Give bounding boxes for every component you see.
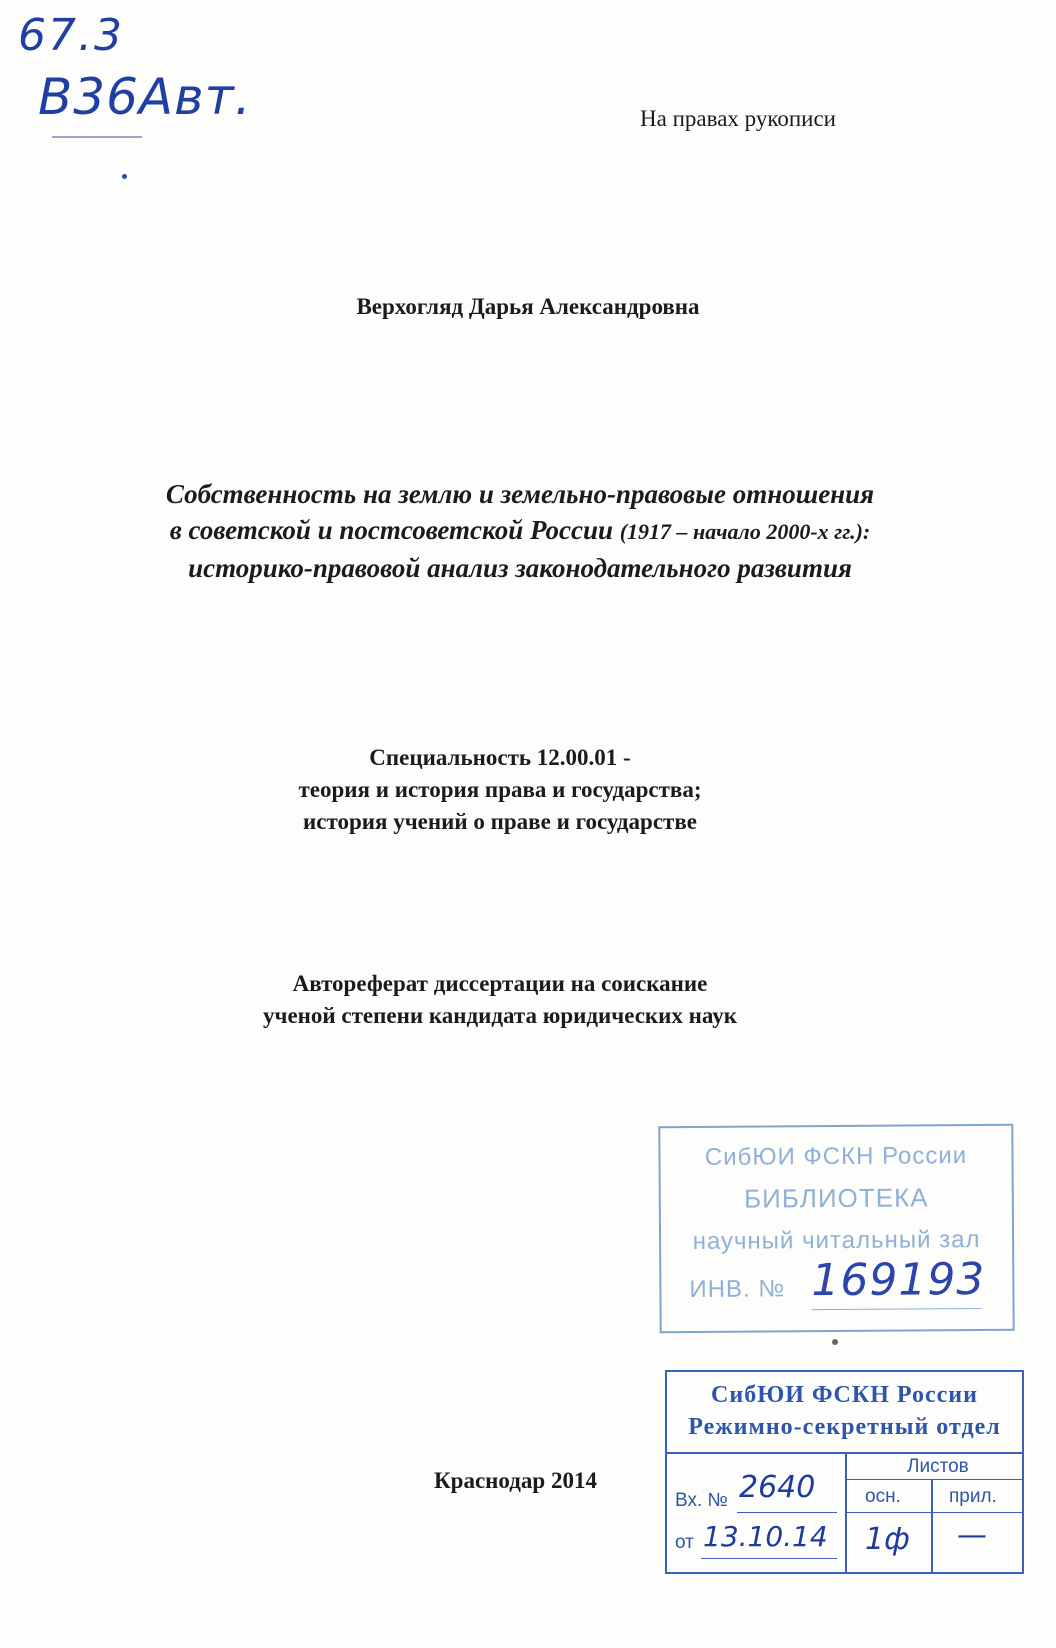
secret-dept-stamp	[665, 1370, 1024, 1574]
abstract-line1: Автореферат диссертации на соискание	[292, 971, 708, 996]
abstract-line2: ученой степени кандидата юридических наук	[262, 1003, 738, 1028]
secret-stamp-dept: Режимно-секретный отдел	[688, 1414, 1001, 1440]
secret-stamp-appendix-label: прил.	[949, 1486, 997, 1507]
secret-stamp-incoming-label: Вх. №	[675, 1490, 728, 1511]
shelfmark-underline	[52, 136, 142, 138]
secret-stamp-org: СибЮИ ФСКН России	[711, 1382, 978, 1408]
secret-stamp-main-label: осн.	[865, 1486, 901, 1507]
secret-stamp-sheets-rule	[845, 1479, 1022, 1480]
shelfmark-line1: 67.3	[18, 10, 124, 61]
library-stamp-hall: научный читальный зал	[692, 1225, 981, 1256]
secret-stamp-appendix-value: —	[957, 1518, 987, 1553]
title-line2	[70, 512, 970, 550]
city-year: Краснодар 2014	[434, 1468, 597, 1493]
secret-stamp-incoming-number: 2640	[739, 1470, 816, 1505]
title-line3: историко-правовой анализ законодательного развития	[188, 553, 852, 583]
secret-stamp-incoming-underline	[737, 1512, 837, 1513]
author-name: Верхогляд Дарья Александровна	[356, 294, 700, 319]
rights-note: На правах рукописи	[640, 106, 836, 131]
secret-stamp-subheader-rule	[845, 1512, 1022, 1513]
library-stamp-org: СибЮИ ФСКН России	[704, 1142, 968, 1171]
shelfmark-line2: В36Авт.	[38, 68, 252, 126]
secret-stamp-main-value: 1ф	[865, 1522, 910, 1557]
specialty-line1: Специальность 12.00.01 -	[369, 745, 631, 770]
library-stamp-inv-label: ИНВ. №	[689, 1275, 786, 1304]
secret-stamp-vsep1	[845, 1454, 847, 1572]
title-line2-main: в советской и постсоветской России	[169, 515, 613, 545]
specialty-line3: история учений о праве и государстве	[303, 809, 697, 834]
library-stamp	[658, 1124, 1014, 1333]
abstract-block	[0, 968, 1000, 1032]
secret-stamp-date-underline	[701, 1558, 837, 1559]
library-stamp-inv-number: 169193	[811, 1253, 986, 1307]
specialty-block	[0, 742, 1000, 838]
ink-dot	[122, 174, 127, 179]
specialty-line2: теория и история права и государства;	[298, 777, 702, 802]
library-stamp-inv-underline	[812, 1308, 982, 1310]
secret-stamp-vsep2	[931, 1480, 933, 1572]
secret-stamp-date-label: от	[675, 1532, 694, 1553]
title-line2-paren: (1917 – начало 2000-х гг.):	[619, 519, 871, 544]
stray-dot	[832, 1339, 838, 1345]
dissertation-title	[70, 476, 970, 586]
title-line1: Собственность на землю и земельно-правовые отношения	[165, 479, 875, 509]
library-stamp-dept: БИБЛИОТЕКА	[743, 1182, 929, 1214]
secret-stamp-sheets-label: Листов	[907, 1456, 969, 1477]
secret-stamp-date-value: 13.10.14	[703, 1520, 828, 1553]
